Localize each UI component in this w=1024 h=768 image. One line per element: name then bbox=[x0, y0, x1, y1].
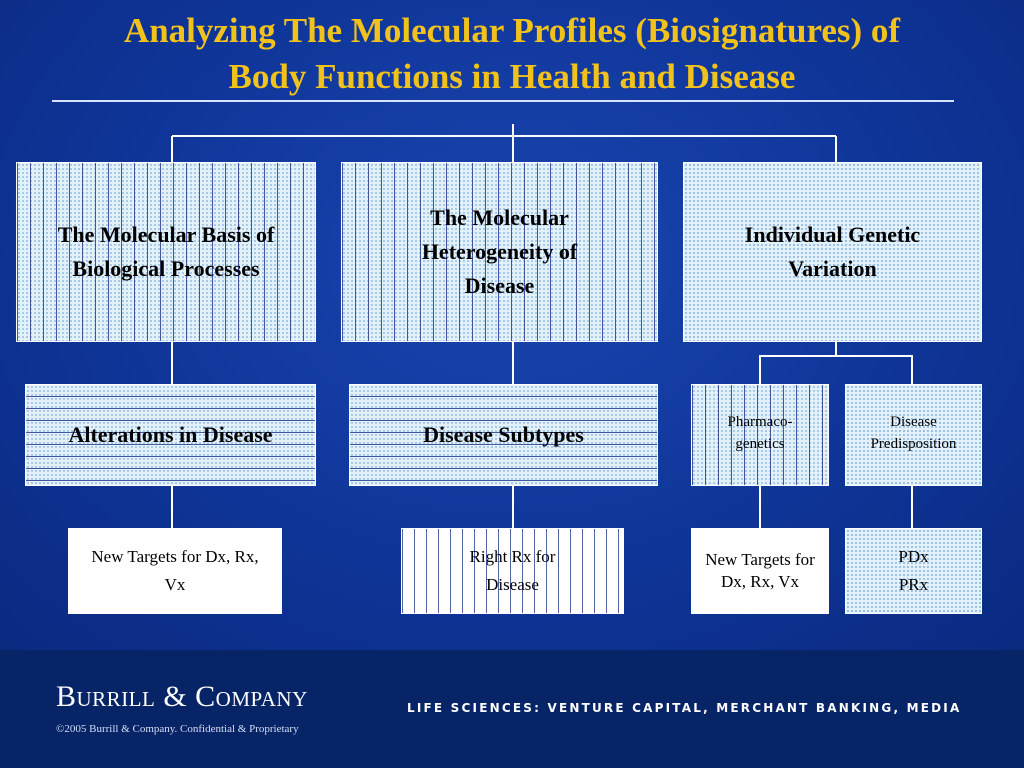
node-pdx-prx bbox=[845, 528, 982, 614]
node-disease-predisposition bbox=[845, 384, 982, 486]
node-label: Disease Subtypes bbox=[423, 422, 584, 447]
node-label: Disease Predisposition bbox=[870, 414, 957, 452]
title-line-2: Body Functions in Health and Disease bbox=[228, 57, 796, 96]
node-pharmacogenetics bbox=[691, 384, 829, 486]
node-alterations-in-disease bbox=[25, 384, 316, 486]
brand-logo: Burrill & Company bbox=[56, 680, 308, 713]
copyright-notice: ©2005 Burrill & Company. Confidential & Proprietary bbox=[56, 723, 299, 735]
node-new-targets-1 bbox=[68, 528, 282, 614]
node-label: Alterations in Disease bbox=[68, 422, 273, 447]
node-new-targets-2 bbox=[691, 528, 829, 614]
node-molecular-basis bbox=[16, 162, 316, 342]
connector-mid-3b bbox=[836, 356, 912, 384]
node-label: New Targets for Dx, Rx, Vx bbox=[91, 547, 259, 594]
footer-tagline: LIFE SCIENCES: VENTURE CAPITAL, MERCHANT BANKING, MEDIA bbox=[407, 701, 962, 715]
title-line-1: Analyzing The Molecular Profiles (Biosignatures) of bbox=[123, 11, 901, 50]
node-label: The Molecular Heterogeneity of Disease bbox=[421, 205, 578, 298]
node-label: New Targets for Dx, Rx, Vx bbox=[705, 550, 815, 591]
node-label: Right Rx for Disease bbox=[469, 547, 556, 594]
node-genetic-variation bbox=[683, 162, 982, 342]
node-label: The Molecular Basis of Biological Processes bbox=[57, 222, 275, 281]
connector-mid-3a bbox=[760, 342, 836, 384]
node-right-rx bbox=[401, 528, 624, 614]
node-disease-subtypes bbox=[349, 384, 658, 486]
node-label: Individual Genetic Variation bbox=[744, 222, 921, 281]
node-label: PDx PRx bbox=[898, 547, 929, 594]
node-molecular-heterogeneity bbox=[341, 162, 658, 342]
node-label: Pharmaco-genetics bbox=[727, 414, 793, 452]
